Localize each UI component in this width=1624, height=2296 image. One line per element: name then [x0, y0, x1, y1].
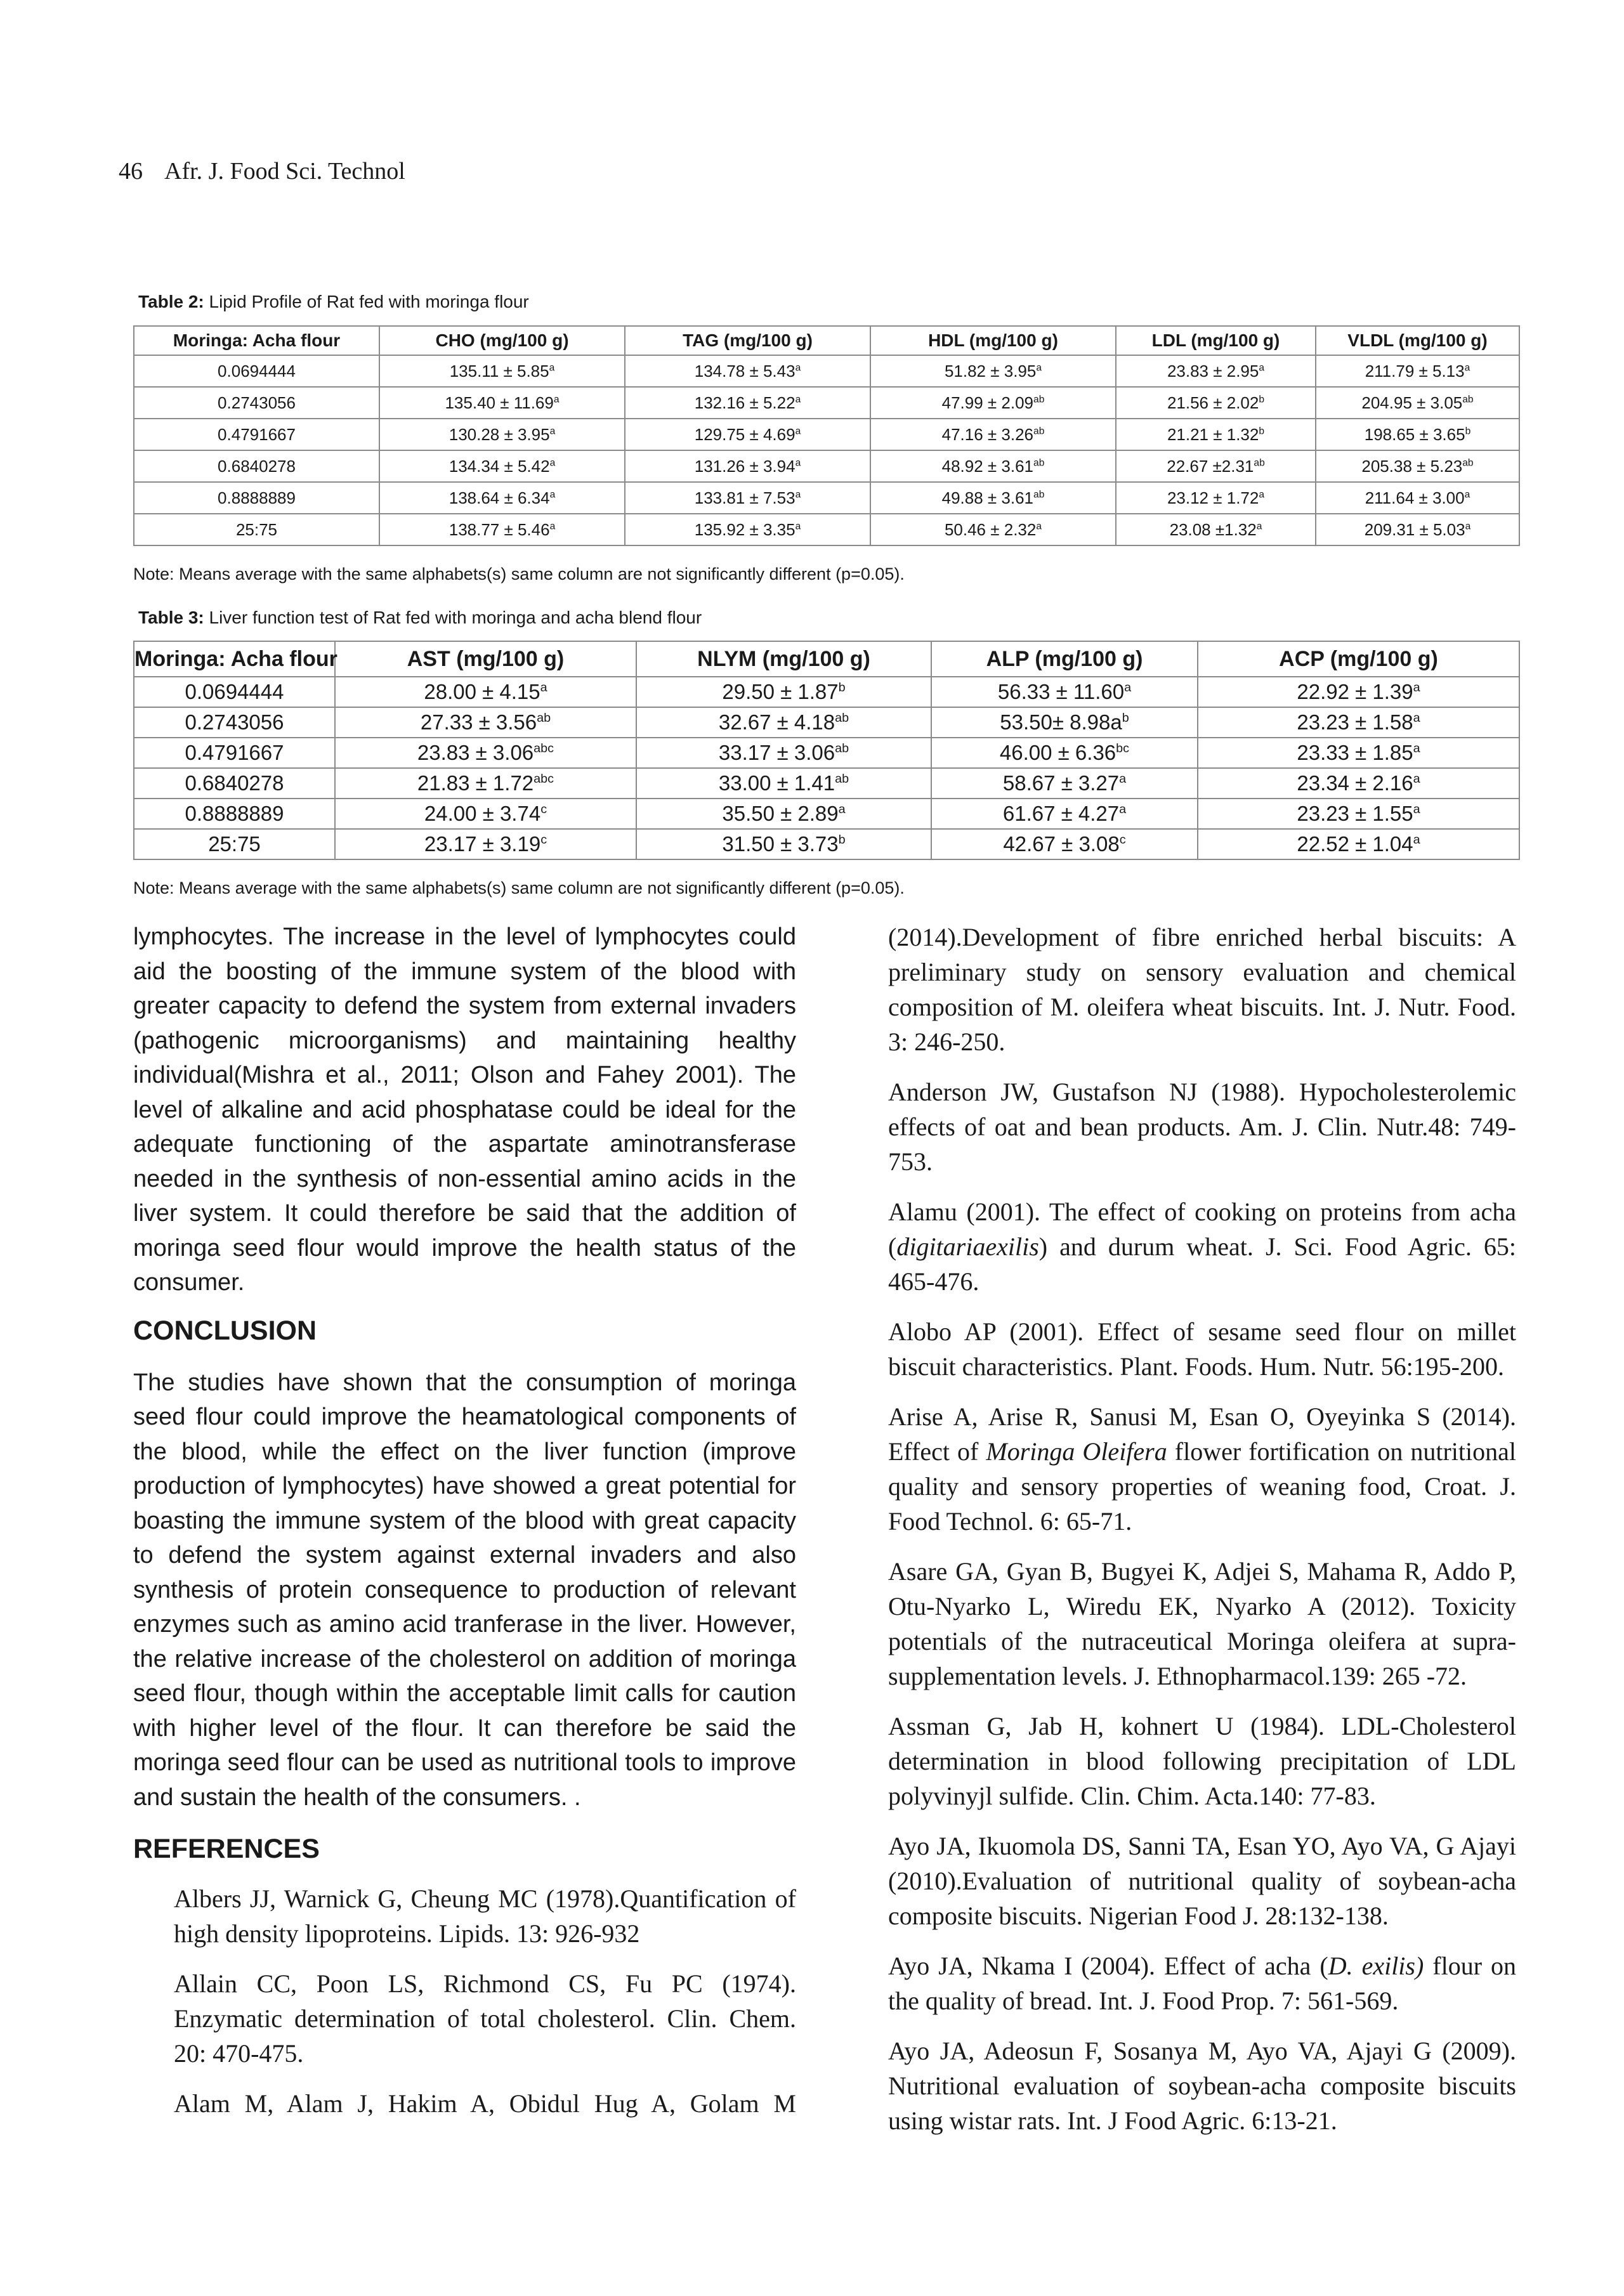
- table3-value-cell: [1198, 738, 1519, 768]
- left-column: [133, 920, 796, 2136]
- table3-value-cell: [931, 677, 1198, 707]
- cell-value: 27.33 ± 3.56: [420, 710, 537, 734]
- cell-value: 23.12 ± 1.72: [1167, 488, 1259, 507]
- discussion-paragraph: lymphocytes. The increase in the level of lymphocytes could aid the boosting of the immune system of the blood with greater capacity to defend the system from external invaders (pathogenic microorganisms) and maintaining healthy individual(Mishra et al., 2011; Olson and Fahey 2001). The level of alkaline and acid phosphatase could be ideal for the adequate functioning of the aspartate aminotransferase needed in the synthesis of non-essential amino acids in the liver system. It could therefore be said that the addition of moringa seed flour would improve the health status of the consumer.: [133, 923, 796, 1296]
- reference-item: Allain CC, Poon LS, Richmond CS, Fu PC (1974). Enzymatic determination of total cholesterol. Clin. Chem. 20: 470-475.: [174, 1969, 796, 2068]
- significance-letter: a: [1413, 711, 1420, 725]
- cell-value: 23.33 ± 1.85: [1297, 741, 1413, 764]
- table2-value-cell: [870, 387, 1116, 419]
- table3-header-cell: AST (mg/100 g): [335, 641, 636, 677]
- cell-value: 0.6840278: [218, 456, 296, 476]
- table2-row: [134, 387, 1519, 419]
- table2-header-cell: LDL (mg/100 g): [1116, 326, 1316, 355]
- table2-value-cell: [1316, 387, 1519, 419]
- reference-item: Alam M, Alam J, Hakim A, Obidul Hug A, Golam M: [174, 2089, 796, 2118]
- table2-value-cell: [379, 482, 625, 514]
- table2-row: [134, 514, 1519, 545]
- significance-letter: c: [540, 833, 547, 847]
- page-number: 46: [119, 158, 143, 185]
- table2-value-cell: [1316, 450, 1519, 482]
- significance-letter: ab: [835, 711, 849, 725]
- cell-value: 58.67 ± 3.27: [1002, 771, 1120, 795]
- table2-value-cell: [625, 482, 870, 514]
- cell-value: 25:75: [235, 519, 278, 539]
- cell-value: 138.64 ± 6.34: [449, 488, 550, 507]
- significance-letter: ab: [1033, 425, 1045, 436]
- cell-value: 133.81 ± 7.53: [694, 488, 796, 507]
- table2-header-cell: Moringa: Acha flour: [134, 326, 379, 355]
- cell-value: 0.2743056: [218, 393, 296, 412]
- cell-value: 130.28 ± 3.95: [449, 424, 550, 444]
- cell-value: 198.65 ± 3.65: [1364, 424, 1465, 444]
- table3: [133, 641, 1520, 860]
- table3-ratio-cell: [134, 799, 335, 829]
- table2-ratio-cell: [134, 387, 379, 419]
- table2-ratio-cell: [134, 355, 379, 387]
- table3-value-cell: [1198, 707, 1519, 738]
- cell-value: 23.34 ± 2.16: [1297, 771, 1413, 795]
- table3-value-cell: [1198, 829, 1519, 859]
- significance-letter: a: [549, 520, 556, 532]
- table3-value-cell: [636, 829, 931, 859]
- reference-item: Alobo AP (2001). Effect of sesame seed flour on millet biscuit characteristics. Plant. Foods. Hum. Nutr. 56:195-200.: [888, 1317, 1516, 1381]
- table3-header-cell: ACP (mg/100 g): [1198, 641, 1519, 677]
- table2-value-cell: [1316, 514, 1519, 545]
- table2-header-cell: HDL (mg/100 g): [870, 326, 1116, 355]
- significance-letter: a: [1413, 681, 1420, 695]
- significance-letter: a: [1256, 520, 1262, 532]
- table3-header-cell: Moringa: Acha flour: [134, 641, 335, 677]
- significance-letter: a: [549, 362, 555, 373]
- table2-value-cell: [1116, 419, 1316, 450]
- significance-letter: a: [1464, 362, 1470, 373]
- table3-header-cell: ALP (mg/100 g): [931, 641, 1198, 677]
- cell-value: 23.17 ± 3.19: [424, 832, 541, 856]
- table2-value-cell: [1116, 450, 1316, 482]
- significance-letter: ab: [835, 741, 849, 755]
- left-reference-list: [133, 1881, 796, 2121]
- right-column: [888, 920, 1516, 2153]
- significance-letter: a: [1036, 362, 1042, 373]
- reference-item: Assman G, Jab H, kohnert U (1984). LDL-Cholesterol determination in blood following precipitation of LDL polyvinyjl sulfide. Clin. Chim. Acta.140: 77-83.: [888, 1712, 1516, 1810]
- table2-value-cell: [1316, 355, 1519, 387]
- reference-item: Alamu (2001). The effect of cooking on proteins from acha (digitariaexilis) and durum wheat. J. Sci. Food Agric. 65: 465-476.: [888, 1197, 1516, 1296]
- cell-value: 31.50 ± 3.73: [722, 832, 839, 856]
- cell-value: 134.78 ± 5.43: [694, 361, 796, 381]
- table2-value-cell: [625, 514, 870, 545]
- cell-value: 47.99 ± 2.09: [941, 393, 1034, 412]
- table3-value-cell: [335, 768, 636, 799]
- table3-value-cell: [335, 799, 636, 829]
- italic-term: digitariaexilis: [896, 1232, 1039, 1261]
- significance-letter: ab: [1462, 457, 1474, 468]
- significance-letter: ab: [1033, 488, 1045, 500]
- table2-value-cell: [379, 450, 625, 482]
- cell-value: 0.0694444: [185, 680, 284, 703]
- table2-value-cell: [870, 419, 1116, 450]
- cell-value: 23.83 ± 3.06: [417, 741, 534, 764]
- table3-caption: [138, 608, 702, 628]
- significance-letter: a: [1119, 772, 1127, 786]
- significance-letter: a: [1413, 802, 1420, 816]
- table3-value-cell: [1198, 799, 1519, 829]
- table2-ratio-cell: [134, 419, 379, 450]
- table2-row: [134, 450, 1519, 482]
- significance-letter: ab: [1462, 393, 1474, 405]
- table3-value-cell: [931, 829, 1198, 859]
- cell-value: 23.83 ± 2.95: [1167, 361, 1259, 381]
- cell-value: 135.11 ± 5.85: [449, 361, 549, 381]
- significance-letter: a: [795, 457, 801, 468]
- table2-value-cell: [379, 355, 625, 387]
- cell-value: 0.0694444: [218, 361, 296, 381]
- table2-value-cell: [870, 450, 1116, 482]
- table2-value-cell: [379, 419, 625, 450]
- table2-note: Note: Means average with the same alphabets(s) same column are not significantly different (p=0.05).: [133, 564, 905, 584]
- significance-letter: a: [795, 425, 801, 436]
- cell-value: 0.4791667: [185, 741, 284, 764]
- cell-value: 131.26 ± 3.94: [694, 456, 796, 476]
- cell-value: 28.00 ± 4.15: [424, 680, 540, 703]
- cell-value: 204.95 ± 3.05: [1361, 393, 1463, 412]
- table2-value-cell: [379, 387, 625, 419]
- cell-value: 51.82 ± 3.95: [944, 361, 1037, 381]
- significance-letter: ab: [1033, 457, 1045, 468]
- table3-row: [134, 829, 1519, 859]
- conclusion-heading: CONCLUSION: [133, 1315, 317, 1346]
- cell-value: 138.77 ± 5.46: [449, 519, 550, 539]
- cell-value: 209.31 ± 5.03: [1364, 519, 1465, 539]
- table3-ratio-cell: [134, 768, 335, 799]
- cell-value: 0.8888889: [185, 802, 284, 825]
- significance-letter: a: [1036, 520, 1042, 532]
- cell-value: 47.16 ± 3.26: [941, 424, 1034, 444]
- significance-letter: a: [553, 393, 560, 405]
- table3-value-cell: [931, 799, 1198, 829]
- table3-value-cell: [335, 829, 636, 859]
- significance-letter: b: [1259, 393, 1265, 405]
- cell-value: 135.92 ± 3.35: [694, 519, 796, 539]
- significance-letter: c: [540, 802, 547, 816]
- cell-value: 0.4791667: [218, 424, 296, 444]
- cell-value: 0.8888889: [218, 488, 296, 507]
- table3-header-row: [134, 641, 1519, 677]
- significance-letter: ab: [835, 772, 849, 786]
- table3-value-cell: [931, 707, 1198, 738]
- cell-value: 211.64 ± 3.00: [1365, 488, 1465, 507]
- table2-value-cell: [1116, 514, 1316, 545]
- table3-value-cell: [335, 707, 636, 738]
- table2-row: [134, 419, 1519, 450]
- significance-letter: a: [1465, 520, 1471, 532]
- table2-ratio-cell: [134, 482, 379, 514]
- conclusion-paragraph: The studies have shown that the consumption of moringa seed flour could improve the heamatological components of the blood, while the effect on the liver function (improve production of lymphocytes) have showed a great potential for boasting the immune system of the blood with great capacity to defend the system against external invaders and also synthesis of protein consequence to production of relevant enzymes such as amino acid tranferase in the liver. However, the relative increase of the cholesterol on addition of moringa seed flour, though within the acceptable limit calls for caution with higher level of the flour. It can therefore be said the moringa seed flour can be used as nutritional tools to improve and sustain the health of the consumers. .: [133, 1369, 796, 1811]
- significance-letter: abc: [534, 741, 554, 755]
- significance-letter: bc: [1116, 741, 1130, 755]
- significance-letter: c: [1119, 833, 1126, 847]
- significance-letter: a: [540, 681, 547, 695]
- table3-row: [134, 768, 1519, 799]
- table3-row: [134, 738, 1519, 768]
- significance-letter: a: [1259, 362, 1265, 373]
- table3-header-cell: NLYM (mg/100 g): [636, 641, 931, 677]
- reference-item: Asare GA, Gyan B, Bugyei K, Adjei S, Mahama R, Addo P, Otu-Nyarko L, Wiredu EK, Nyarko A (2012). Toxicity potentials of the nutraceutical Moringa oleifera at supra-supplementation levels. J. Ethnopharmacol.139: 265 -72.: [888, 1557, 1516, 1690]
- table3-ratio-cell: [134, 738, 335, 768]
- significance-letter: a: [549, 425, 556, 436]
- cell-value: 35.50 ± 2.89: [722, 802, 839, 825]
- table3-value-cell: [636, 677, 931, 707]
- significance-letter: b: [1259, 425, 1265, 436]
- cell-value: 42.67 ± 3.08: [1003, 832, 1120, 856]
- cell-value: 129.75 ± 4.69: [694, 424, 796, 444]
- cell-value: 29.50 ± 1.87: [722, 680, 839, 703]
- table2-value-cell: [625, 355, 870, 387]
- significance-letter: ab: [1254, 457, 1265, 468]
- cell-value: 50.46 ± 2.32: [944, 519, 1037, 539]
- significance-letter: a: [1413, 772, 1420, 786]
- table2-value-cell: [625, 419, 870, 450]
- cell-value: 56.33 ± 11.60: [997, 680, 1125, 703]
- italic-term: D. exilis): [1328, 1952, 1424, 1980]
- significance-letter: a: [1259, 488, 1265, 500]
- cell-value: 22.92 ± 1.39: [1297, 680, 1413, 703]
- cell-value: 205.38 ± 5.23: [1361, 456, 1463, 476]
- table3-row: [134, 707, 1519, 738]
- significance-letter: ab: [1033, 393, 1045, 405]
- reference-item: Ayo JA, Adeosun F, Sosanya M, Ayo VA, Ajayi G (2009). Nutritional evaluation of soybean-acha composite biscuits using wistar rats. Int. J Food Agric. 6:13-21.: [888, 2037, 1516, 2135]
- cell-value: 21.56 ± 2.02: [1167, 393, 1259, 412]
- table2-row: [134, 355, 1519, 387]
- table3-caption-label: Table 3:: [138, 608, 204, 627]
- table2-caption-text: Lipid Profile of Rat fed with moringa flour: [204, 292, 529, 311]
- significance-letter: a: [838, 802, 846, 816]
- significance-letter: a: [549, 488, 556, 500]
- significance-letter: a: [1124, 681, 1132, 695]
- significance-letter: ab: [537, 711, 551, 725]
- cell-value: 23.23 ± 1.55: [1297, 802, 1413, 825]
- table2-caption-label: Table 2:: [138, 292, 204, 311]
- cell-value: 21.83 ± 1.72: [417, 771, 534, 795]
- table2-value-cell: [379, 514, 625, 545]
- table2-value-cell: [625, 450, 870, 482]
- table3-value-cell: [1198, 768, 1519, 799]
- table2-value-cell: [870, 482, 1116, 514]
- significance-letter: a: [1119, 802, 1127, 816]
- reference-item: (2014).Development of fibre enriched herbal biscuits: A preliminary study on sensory evaluation and chemical composition of M. oleifera wheat biscuits. Int. J. Nutr. Food. 3: 246-250.: [888, 923, 1516, 1056]
- cell-value: 33.17 ± 3.06: [718, 741, 835, 764]
- cell-value: 0.6840278: [185, 771, 284, 795]
- table2-value-cell: [1116, 387, 1316, 419]
- significance-letter: a: [1464, 488, 1470, 500]
- table3-note: Note: Means average with the same alphabets(s) same column are not significantly different (p=0.05).: [133, 878, 905, 897]
- table3-value-cell: [931, 738, 1198, 768]
- cell-value: 134.34 ± 5.42: [449, 456, 550, 476]
- cell-value: 53.50± 8.98a: [1000, 710, 1122, 734]
- significance-letter: a: [795, 488, 801, 500]
- table2-ratio-cell: [134, 514, 379, 545]
- reference-item: Ayo JA, Nkama I (2004). Effect of acha (D. exilis) flour on the quality of bread. Int. J. Food Prop. 7: 561-569.: [888, 1952, 1516, 2015]
- significance-letter: a: [795, 362, 801, 373]
- reference-item: Anderson JW, Gustafson NJ (1988). Hypocholesterolemic effects of oat and bean products. Am. J. Clin. Nutr.48: 749-753.: [888, 1078, 1516, 1176]
- italic-term: Moringa Oleifera: [986, 1437, 1167, 1466]
- cell-value: 0.2743056: [185, 710, 284, 734]
- table3-ratio-cell: [134, 829, 335, 859]
- significance-letter: b: [1122, 711, 1129, 725]
- cell-value: 23.23 ± 1.58: [1297, 710, 1413, 734]
- reference-item: Arise A, Arise R, Sanusi M, Esan O, Oyeyinka S (2014). Effect of Moringa Oleifera flower fortification on nutritional quality and sensory properties of weaning food, Croat. J. Food Technol. 6: 65-71.: [888, 1402, 1516, 1536]
- cell-value: 32.67 ± 4.18: [718, 710, 835, 734]
- reference-item: Ayo JA, Ikuomola DS, Sanni TA, Esan YO, Ayo VA, G Ajayi (2010).Evaluation of nutritional quality of soybean-acha composite biscuits. Nigerian Food J. 28:132-138.: [888, 1832, 1516, 1930]
- table2-header-cell: CHO (mg/100 g): [379, 326, 625, 355]
- table2-caption: [138, 292, 529, 312]
- cell-value: 21.21 ± 1.32: [1167, 424, 1259, 444]
- cell-value: 24.00 ± 3.74: [424, 802, 541, 825]
- cell-value: 22.67 ±2.31: [1167, 456, 1254, 476]
- cell-value: 61.67 ± 4.27: [1002, 802, 1120, 825]
- table2-value-cell: [625, 387, 870, 419]
- table3-value-cell: [636, 799, 931, 829]
- table3-value-cell: [1198, 677, 1519, 707]
- cell-value: 46.00 ± 6.36: [999, 741, 1116, 764]
- table3-row: [134, 799, 1519, 829]
- cell-value: 132.16 ± 5.22: [694, 393, 796, 412]
- table3-caption-text: Liver function test of Rat fed with moringa and acha blend flour: [204, 608, 702, 627]
- table2-header-cell: TAG (mg/100 g): [625, 326, 870, 355]
- cell-value: 48.92 ± 3.61: [941, 456, 1034, 476]
- reference-item: Albers JJ, Warnick G, Cheung MC (1978).Quantification of high density lipoproteins. Lipids. 13: 926-932: [174, 1884, 796, 1948]
- table3-value-cell: [636, 768, 931, 799]
- significance-letter: a: [1413, 833, 1420, 847]
- significance-letter: a: [795, 393, 801, 405]
- cell-value: 33.00 ± 1.41: [718, 771, 835, 795]
- running-head: [119, 157, 405, 185]
- table2-value-cell: [1316, 482, 1519, 514]
- significance-letter: b: [838, 833, 846, 847]
- table3-value-cell: [931, 768, 1198, 799]
- cell-value: 23.08 ±1.32: [1169, 519, 1257, 539]
- journal-name: Afr. J. Food Sci. Technol: [164, 158, 405, 185]
- table2-header-row: [134, 326, 1519, 355]
- table2-value-cell: [1116, 355, 1316, 387]
- table3-value-cell: [335, 738, 636, 768]
- table2-ratio-cell: [134, 450, 379, 482]
- cell-value: 135.40 ± 11.69: [445, 393, 554, 412]
- table3-ratio-cell: [134, 707, 335, 738]
- significance-letter: a: [1413, 741, 1420, 755]
- significance-letter: abc: [534, 772, 554, 786]
- references-heading: REFERENCES: [133, 1834, 320, 1864]
- cell-value: 49.88 ± 3.61: [941, 488, 1034, 507]
- table3-value-cell: [636, 738, 931, 768]
- table3-value-cell: [636, 707, 931, 738]
- table2-value-cell: [1116, 482, 1316, 514]
- table2-value-cell: [870, 514, 1116, 545]
- table2-value-cell: [870, 355, 1116, 387]
- significance-letter: a: [795, 520, 801, 532]
- table3-value-cell: [335, 677, 636, 707]
- significance-letter: b: [1465, 425, 1471, 436]
- table2-value-cell: [1316, 419, 1519, 450]
- cell-value: 211.79 ± 5.13: [1365, 361, 1465, 381]
- table3-ratio-cell: [134, 677, 335, 707]
- significance-letter: a: [549, 457, 556, 468]
- cell-value: 25:75: [208, 832, 261, 856]
- table2: [133, 325, 1520, 546]
- table3-row: [134, 677, 1519, 707]
- significance-letter: b: [838, 681, 846, 695]
- table2-row: [134, 482, 1519, 514]
- cell-value: 22.52 ± 1.04: [1297, 832, 1413, 856]
- table2-header-cell: VLDL (mg/100 g): [1316, 326, 1519, 355]
